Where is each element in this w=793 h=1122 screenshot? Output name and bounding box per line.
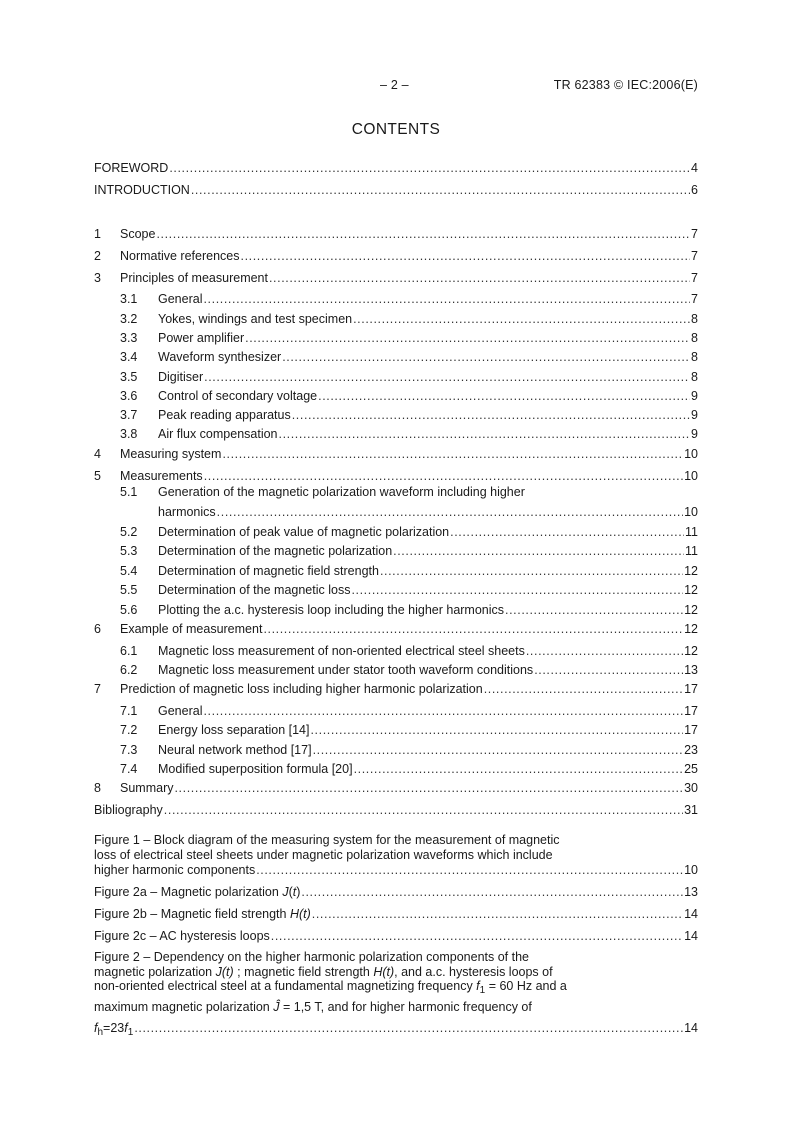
figure-1-line3: higher harmonic components: [94, 863, 256, 877]
page-number: – 2 –: [380, 78, 409, 92]
toc-entry-number: 1: [94, 227, 101, 241]
toc-entry-number: 5.6: [120, 603, 138, 617]
toc-entry-page: 9: [691, 389, 698, 403]
toc-figure-1-last[interactable]: [94, 862, 698, 878]
toc-entry[interactable]: [94, 543, 698, 559]
leader-dots: [217, 504, 683, 520]
toc-entry-label: Determination of peak value of magnetic polarization: [158, 525, 450, 539]
figure-2b-page: 14: [684, 907, 698, 921]
toc-entry-number: 5.3: [120, 544, 138, 558]
leader-dots: [353, 311, 690, 327]
toc-entry-page: 7: [691, 271, 698, 285]
toc-figure-2b[interactable]: [94, 906, 698, 922]
leader-dots: [222, 446, 683, 462]
toc-entry[interactable]: [94, 802, 698, 818]
figure-2a-label: Figure 2a – Magnetic polarization: [94, 885, 283, 899]
toc-entry[interactable]: [94, 582, 698, 598]
figure-2-line3a: non-oriented electrical steel at a fundamental magnetizing frequency: [94, 979, 477, 993]
figure-2-fh-sub: h: [97, 1027, 104, 1038]
toc-entry-page: 12: [684, 644, 698, 658]
figure-2-line2c: , and a.c. hysteresis loops of: [394, 964, 553, 979]
toc-entry-number: 3.1: [120, 292, 138, 306]
toc-entry-label: Measurements: [120, 469, 203, 483]
figure-2-line3: [94, 979, 698, 994]
toc-entry-label: Neural network method [17]: [158, 743, 312, 757]
toc-entry-label: Waveform synthesizer: [158, 350, 282, 364]
toc-entry-number: 7: [94, 682, 101, 696]
figure-2-jhat-var: Ĵ: [273, 999, 280, 1014]
toc-entry-label: Principles of measurement: [120, 271, 268, 285]
toc-entry[interactable]: [94, 311, 698, 327]
leader-dots: [312, 906, 683, 922]
leader-dots: [263, 621, 683, 637]
toc-entry-page: 10: [684, 447, 698, 461]
figure-2a-paren-open: (: [288, 885, 293, 899]
leader-dots: [282, 349, 690, 365]
figure-2-j-var: J(t): [215, 964, 234, 979]
leader-dots: [301, 884, 683, 900]
leader-dots: [271, 928, 683, 944]
toc-entry[interactable]: [94, 426, 698, 442]
toc-entry[interactable]: [94, 662, 698, 678]
toc-entry[interactable]: [94, 407, 698, 423]
leader-dots: [526, 643, 683, 659]
figure-2a-var: J: [282, 885, 289, 899]
toc-entry[interactable]: [94, 388, 698, 404]
leader-dots: [534, 662, 683, 678]
toc-entry-label: Summary: [120, 781, 174, 795]
leader-dots: [241, 248, 691, 264]
figure-2-line2b: ; magnetic field strength: [233, 964, 374, 979]
toc-entry-label: Magnetic loss measurement under stator tooth waveform conditions: [158, 663, 534, 677]
figure-2-eq: =23: [103, 1021, 125, 1035]
toc-entry[interactable]: [94, 369, 698, 385]
toc-entry-label: Air flux compensation: [158, 427, 278, 441]
toc-entry-number: 6: [94, 622, 101, 636]
figure-2-line2a: magnetic polarization: [94, 964, 216, 979]
toc-entry[interactable]: [94, 291, 698, 307]
toc-entry[interactable]: [94, 780, 698, 796]
toc-entry-page: 7: [691, 249, 698, 263]
figure-2-f1-sub: 1: [127, 1027, 134, 1038]
figure-2b-label: Figure 2b – Magnetic field strength: [94, 907, 290, 921]
toc-entry-page: 8: [691, 312, 698, 326]
leader-dots: [269, 270, 690, 286]
leader-dots: [318, 388, 690, 404]
toc-entry-number: 3.4: [120, 350, 138, 364]
toc-entry[interactable]: [94, 446, 698, 462]
toc-entry-number: 5.5: [120, 583, 138, 597]
toc-entry-number: 6.2: [120, 663, 138, 677]
toc-entry-page: 6: [691, 183, 698, 197]
leader-dots: [256, 862, 683, 878]
toc-entry-label: Modified superposition formula [20]: [158, 762, 353, 776]
toc-entry[interactable]: [94, 504, 698, 520]
toc-entry-label: INTRODUCTION: [94, 183, 190, 197]
figure-1-page: 10: [684, 863, 698, 877]
toc-entry-number: 7.2: [120, 723, 138, 737]
toc-entry-page: 25: [684, 762, 698, 776]
toc-entry-number: 3.8: [120, 427, 138, 441]
toc-entry[interactable]: [94, 621, 698, 637]
leader-dots: [351, 582, 683, 598]
leader-dots: [245, 330, 690, 346]
toc-entry-number: 7.3: [120, 743, 138, 757]
toc-entry-page: 12: [684, 622, 698, 636]
figure-1-line1: Figure 1 – Block diagram of the measuring system for the measurement of magnetic: [94, 833, 560, 847]
leader-dots: [505, 602, 683, 618]
toc-entry-number: 5.1: [120, 485, 138, 499]
leader-dots: [354, 761, 684, 777]
leader-dots: [134, 1020, 683, 1036]
toc-entry-page: 30: [684, 781, 698, 795]
toc-figure-2[interactable]: [94, 950, 698, 1014]
toc-entry-number: 3.3: [120, 331, 138, 345]
figure-2-line4b: = 1,5 T, and for higher harmonic frequency of: [279, 999, 532, 1014]
toc-entry[interactable]: [94, 270, 698, 286]
toc-entry-label: Power amplifier: [158, 331, 245, 345]
toc-entry-number: 3.6: [120, 389, 138, 403]
toc-entry-number: 4: [94, 447, 101, 461]
toc-entry-page: 8: [691, 350, 698, 364]
toc-entry-label: General: [158, 292, 203, 306]
figure-1-line2: loss of electrical steel sheets under magnetic polarization waveforms which include: [94, 847, 553, 862]
toc-entry-number: 8: [94, 781, 101, 795]
toc-entry-page: 9: [691, 427, 698, 441]
toc-entry[interactable]: [94, 563, 698, 579]
contents-title: CONTENTS: [351, 121, 441, 138]
toc-entry-label: Example of measurement: [120, 622, 263, 636]
figure-2b-var: H(t): [289, 907, 311, 921]
toc-entry-page: 4: [691, 161, 698, 175]
toc-entry-page: 8: [691, 370, 698, 384]
toc-entry-label: harmonics: [158, 505, 216, 519]
figure-2-f-var: f: [476, 979, 480, 993]
leader-dots: [156, 226, 690, 242]
leader-dots: [203, 291, 690, 307]
toc-entry-label: Normative references: [120, 249, 240, 263]
toc-entry-label: Control of secondary voltage: [158, 389, 318, 403]
leader-dots: [169, 160, 690, 176]
leader-dots: [310, 722, 683, 738]
figure-2-f1-var: f: [124, 1021, 128, 1035]
toc-entry-number: 3.7: [120, 408, 138, 422]
toc-figure-2a[interactable]: [94, 884, 698, 900]
toc-entry-label: Measuring system: [120, 447, 222, 461]
toc-entry-page: 11: [685, 525, 698, 539]
toc-entry-label-line1: Generation of the magnetic polarization waveform including higher: [158, 485, 525, 499]
leader-dots: [279, 426, 691, 442]
figure-2c-page: 14: [684, 929, 698, 943]
toc-entry-number: 5: [94, 469, 101, 483]
leader-dots: [393, 543, 684, 559]
leader-dots: [204, 369, 690, 385]
figure-2a-paren-close: ): [296, 885, 301, 899]
toc-entry-number: 3: [94, 271, 101, 285]
toc-entry-label: Determination of the magnetic polarization: [158, 544, 393, 558]
toc-entry-page: 8: [691, 331, 698, 345]
toc-entry-page: 12: [684, 583, 698, 597]
toc-entry-page: 10: [684, 469, 698, 483]
toc-entry-label: General: [158, 704, 203, 718]
toc-entry-wrap-line[interactable]: [94, 484, 698, 500]
toc-entry[interactable]: [94, 160, 698, 176]
toc-entry-page: 17: [684, 704, 698, 718]
toc-figure-2c[interactable]: [94, 928, 698, 944]
toc-entry[interactable]: [94, 248, 698, 264]
toc-entry-label: FOREWORD: [94, 161, 169, 175]
figure-2-page: 14: [684, 1021, 698, 1035]
toc-entry-label: Bibliography: [94, 803, 163, 817]
toc-entry-page: 13: [684, 663, 698, 677]
toc-figure-2-last[interactable]: [94, 1020, 698, 1036]
toc-entry-page: 17: [684, 723, 698, 737]
leader-dots: [204, 468, 683, 484]
figure-2-line2: [94, 965, 698, 980]
toc-entry-label: Prediction of magnetic loss including higher harmonic polarization: [120, 682, 483, 696]
toc-entry-number: 5.2: [120, 525, 138, 539]
toc-entry[interactable]: [94, 468, 698, 484]
figure-2-line3b: = 60 Hz and a: [485, 979, 567, 993]
toc-entry[interactable]: [94, 722, 698, 738]
toc-entry-number: 7.1: [120, 704, 138, 718]
toc-entry-number: 6.1: [120, 644, 138, 658]
figure-2-h-var: H(t): [373, 964, 395, 979]
toc-entry-number: 2: [94, 249, 101, 263]
toc-entry[interactable]: [94, 524, 698, 540]
toc-entry[interactable]: [94, 681, 698, 697]
leader-dots: [380, 563, 683, 579]
toc-entry[interactable]: [94, 182, 698, 198]
toc-figure-1[interactable]: [94, 833, 698, 862]
toc-entry-page: 10: [684, 505, 698, 519]
toc-entry[interactable]: [94, 349, 698, 365]
toc-entry[interactable]: [94, 643, 698, 659]
document-reference: TR 62383 © IEC:2006(E): [553, 78, 698, 92]
toc-entry[interactable]: [94, 761, 698, 777]
toc-entry-page: 12: [684, 564, 698, 578]
toc-entry-label: Energy loss separation [14]: [158, 723, 310, 737]
toc-entry-page: 11: [685, 544, 698, 558]
toc-entry-label: Plotting the a.c. hysteresis loop including the higher harmonics: [158, 603, 505, 617]
leader-dots: [313, 742, 684, 758]
toc-entry-page: 9: [691, 408, 698, 422]
figure-2-f-sub: 1: [479, 985, 486, 996]
toc-entry[interactable]: [94, 742, 698, 758]
toc-entry[interactable]: [94, 330, 698, 346]
toc-entry-label: Peak reading apparatus: [158, 408, 291, 422]
toc-entry-page: 23: [684, 743, 698, 757]
toc-entry-number: 3.5: [120, 370, 138, 384]
figure-2-fh-var: f: [94, 1021, 98, 1035]
figure-2c-label: Figure 2c – AC hysteresis loops: [94, 929, 270, 943]
figure-2a-page: 13: [684, 885, 698, 899]
leader-dots: [174, 780, 683, 796]
leader-dots: [484, 681, 683, 697]
toc-entry-label: Determination of the magnetic loss: [158, 583, 351, 597]
figure-2-line4: [94, 1000, 698, 1015]
toc-entry[interactable]: [94, 226, 698, 242]
toc-entry-number: 5.4: [120, 564, 138, 578]
toc-entry-label: Scope: [120, 227, 156, 241]
toc-entry-page: 31: [684, 803, 698, 817]
toc-entry-page: 12: [684, 603, 698, 617]
toc-page: [94, 0, 698, 1122]
toc-entry-label: Magnetic loss measurement of non-oriented electrical steel sheets: [158, 644, 525, 658]
toc-entry-number: 3.2: [120, 312, 138, 326]
leader-dots: [203, 703, 683, 719]
toc-entry-label: Yokes, windings and test specimen: [158, 312, 353, 326]
toc-entry[interactable]: [94, 602, 698, 618]
leader-dots: [292, 407, 690, 423]
toc-entry-number: 7.4: [120, 762, 138, 776]
toc-entry-page: 7: [691, 227, 698, 241]
toc-entry[interactable]: [94, 703, 698, 719]
toc-entry-label: Digitiser: [158, 370, 204, 384]
leader-dots: [191, 182, 690, 198]
toc-entry-label: Determination of magnetic field strength: [158, 564, 379, 578]
leader-dots: [164, 802, 683, 818]
figure-2a-arg: t: [292, 885, 297, 899]
leader-dots: [450, 524, 684, 540]
toc-entry-page: 17: [684, 682, 698, 696]
toc-entry-page: 7: [691, 292, 698, 306]
figure-2-line1: Figure 2 – Dependency on the higher harmonic polarization components of the: [94, 950, 529, 964]
figure-2-line4a: maximum magnetic polarization: [94, 999, 274, 1014]
